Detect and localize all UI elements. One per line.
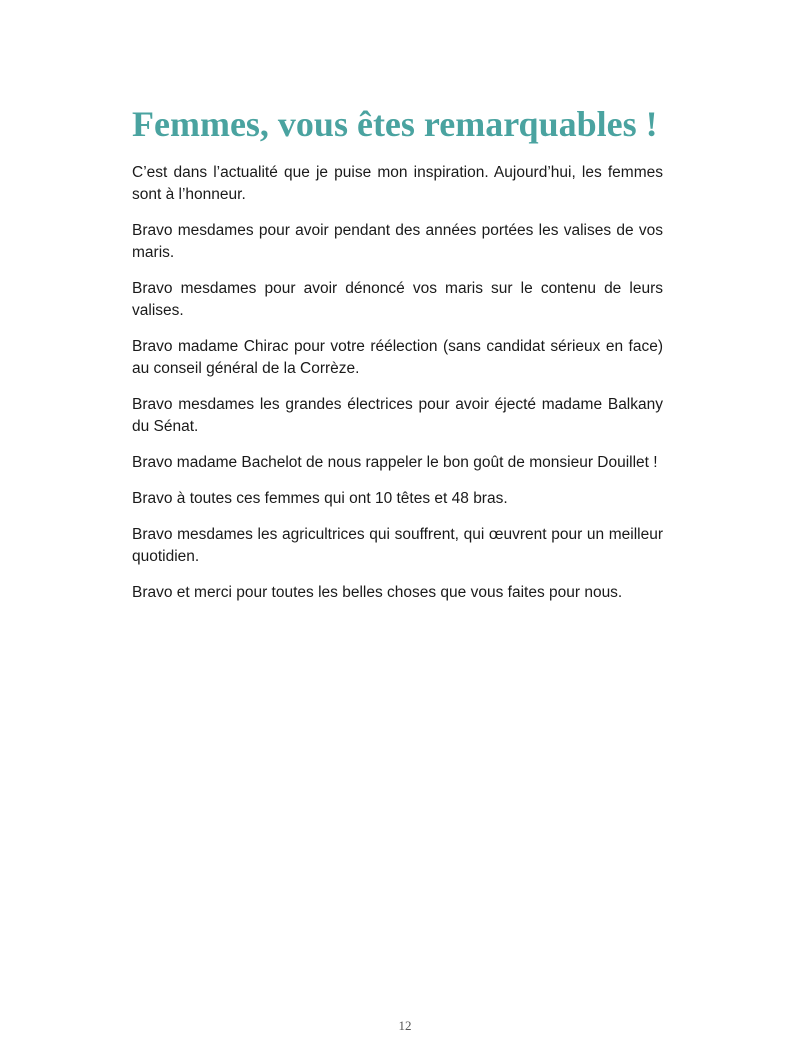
paragraph: Bravo mesdames les agricultrices qui souffrent, qui œuvrent pour un meilleur quotidien.: [132, 526, 663, 565]
paragraph: Bravo madame Chirac pour votre réélection (sans candidat sérieux en face) au conseil général de la Corrèze.: [132, 338, 663, 377]
paragraph: Bravo et merci pour toutes les belles choses que vous faites pour nous.: [132, 584, 623, 601]
paragraph: Bravo madame Bachelot de nous rappeler le bon goût de monsieur Douillet !: [132, 454, 658, 471]
body-text: [132, 162, 663, 618]
page-title: Femmes, vous êtes remarquables !: [132, 104, 658, 144]
paragraph: Bravo mesdames les grandes électrices pour avoir éjecté madame Balkany du Sénat.: [132, 396, 663, 435]
paragraph: Bravo mesdames pour avoir pendant des années portées les valises de vos maris.: [132, 222, 663, 261]
paragraph: Bravo mesdames pour avoir dénoncé vos maris sur le contenu de leurs valises.: [132, 280, 663, 319]
paragraph: Bravo à toutes ces femmes qui ont 10 têtes et 48 bras.: [132, 490, 508, 507]
paragraph: C’est dans l’actualité que je puise mon inspiration. Aujourd’hui, les femmes sont à l’honneur.: [132, 164, 663, 203]
page-number: 12: [398, 1018, 412, 1033]
